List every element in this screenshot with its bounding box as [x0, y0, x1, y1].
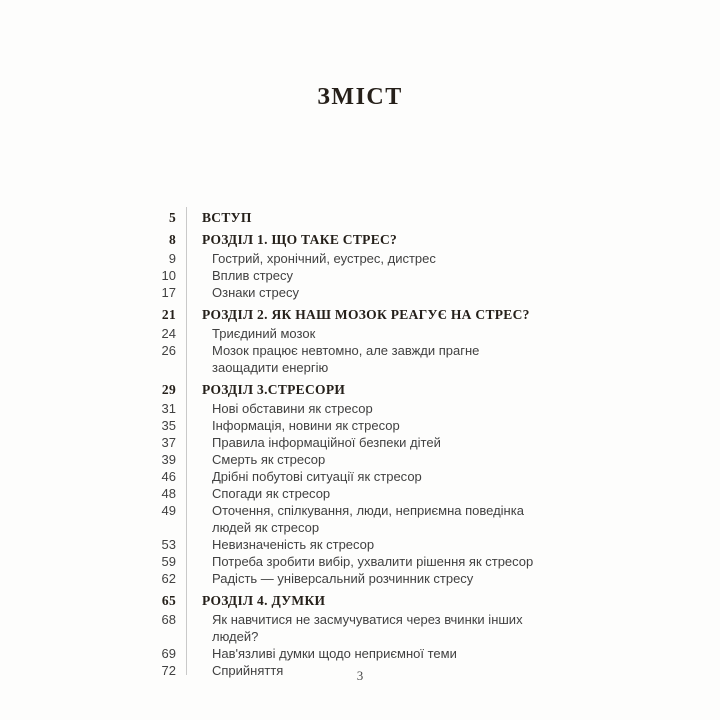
toc-entry-title: [202, 536, 374, 553]
toc-entry-page-number: 59: [161, 554, 176, 569]
toc-entry-page-number: 62: [161, 571, 176, 586]
toc-entry-title: [202, 502, 524, 536]
toc-entry-page-number: 17: [161, 285, 176, 300]
toc-entry-title-line: Мозок працює невтомно, але завжди прагне: [212, 343, 480, 358]
toc-entry-page-number: 69: [161, 646, 176, 661]
toc-entry-page-number: 9: [168, 251, 176, 266]
toc-entry-page-number: 21: [161, 307, 176, 322]
toc-entry: [136, 306, 566, 323]
toc-entry-title-line: Як навчитися не засмучуватися через вчинки інших: [212, 612, 523, 627]
toc-entry-page-number: 5: [168, 210, 176, 225]
toc-entry-title: [202, 325, 315, 342]
toc-entry-title-line: заощадити енергію: [212, 360, 329, 375]
toc-entry-title: [202, 400, 373, 417]
toc-entry-title-line: ВСТУП: [202, 210, 252, 225]
toc-entry-page-number: 65: [161, 593, 176, 608]
toc-entry: [136, 267, 566, 284]
toc-entry-title-line: Інформація, новини як стресор: [212, 418, 400, 433]
toc-entry: [136, 553, 566, 570]
toc-entry-title: [202, 611, 523, 645]
toc-entry: [136, 342, 566, 376]
toc-entry-title-line: Правила інформаційної безпеки дітей: [212, 435, 441, 450]
toc-entry: [136, 325, 566, 342]
toc-entry: [136, 536, 566, 553]
page-number: 3: [356, 668, 364, 683]
toc-entry-title: [202, 451, 325, 468]
toc-entry-title-line: Радість — універсальний розчинник стресу: [212, 571, 474, 586]
toc-entry-title-line: РОЗДІЛ 1. ЩО ТАКЕ СТРЕС?: [202, 232, 398, 247]
toc-entry-page-number: 68: [161, 612, 176, 627]
toc-entry-title-line: Потреба зробити вибір, ухвалити рішення як стресор: [212, 554, 534, 569]
page-title: ЗМІСТ: [317, 84, 403, 110]
toc-entry-page-number: 35: [161, 418, 176, 433]
toc-entry-title-line: Оточення, спілкування, люди, неприємна поведінка: [212, 503, 524, 518]
toc-entry-title: [202, 231, 397, 248]
toc-entry-title-line: РОЗДІЛ 2. ЯК НАШ МОЗОК РЕАГУЄ НА СТРЕС?: [202, 307, 530, 322]
toc-entry-page-number: 8: [168, 232, 176, 247]
toc-entry-title: [202, 417, 400, 434]
table-of-contents: [136, 204, 566, 679]
toc-entry-page-number: 53: [161, 537, 176, 552]
toc-entry: [136, 468, 566, 485]
toc-entry-title-line: людей?: [212, 629, 259, 644]
toc-entry-title-line: Дрібні побутові ситуації як стресор: [212, 469, 422, 484]
toc-entry: [136, 485, 566, 502]
toc-entry-title-line: РОЗДІЛ 4. ДУМКИ: [202, 593, 326, 608]
toc-entry: [136, 502, 566, 536]
toc-entry-title: [202, 250, 436, 267]
toc-entry: [136, 284, 566, 301]
toc-entry-title: [202, 645, 457, 662]
toc-entry-page-number: 72: [161, 663, 176, 678]
toc-entry-title: [202, 342, 479, 376]
toc-entry: [136, 400, 566, 417]
toc-entry-title-line: Спогади як стресор: [212, 486, 331, 501]
toc-entry: [136, 570, 566, 587]
toc-entry: [136, 250, 566, 267]
toc-entry-title-line: Ознаки стресу: [212, 285, 299, 300]
toc-entry-title-line: Нав'язливі думки щодо неприємної теми: [212, 646, 457, 661]
toc-entry-page-number: 26: [161, 343, 176, 358]
toc-entry-title: [202, 592, 325, 609]
toc-entry-title: [202, 267, 293, 284]
toc-entry-title: [202, 381, 345, 398]
toc-entry-title: [202, 209, 252, 226]
toc-entry: [136, 611, 566, 645]
toc-entry-title: [202, 468, 422, 485]
toc-entry-title: [202, 570, 473, 587]
toc-entry: [136, 209, 566, 226]
toc-entry-title-line: Невизначеність як стресор: [212, 537, 375, 552]
toc-entry-page-number: 10: [161, 268, 176, 283]
toc-entry: [136, 381, 566, 398]
toc-entry-title-line: Триєдиний мозок: [212, 326, 316, 341]
toc-entry-title-line: Нові обставини як стресор: [212, 401, 373, 416]
toc-entry-title: [202, 306, 530, 323]
toc-entry: [136, 231, 566, 248]
toc-entry: [136, 592, 566, 609]
toc-entry-page-number: 37: [161, 435, 176, 450]
toc-entry: [136, 645, 566, 662]
toc-entry: [136, 451, 566, 468]
toc-entry: [136, 417, 566, 434]
toc-entry: [136, 434, 566, 451]
toc-entry-page-number: 46: [161, 469, 176, 484]
toc-entry-title-line: Гострий, хронічний, еустрес, дистрес: [212, 251, 436, 266]
toc-entry-title: [202, 553, 533, 570]
toc-entry-title-line: Смерть як стресор: [212, 452, 326, 467]
toc-entry-title-line: Вплив стресу: [212, 268, 293, 283]
toc-entry-page-number: 48: [161, 486, 176, 501]
toc-entry-title: [202, 485, 330, 502]
toc-entry-title-line: людей як стресор: [212, 520, 320, 535]
toc-entry-title-line: Сприйняття: [212, 663, 284, 678]
toc-entry-page-number: 29: [161, 382, 176, 397]
toc-rows: [136, 209, 566, 679]
toc-entry-page-number: 39: [161, 452, 176, 467]
toc-entry-page-number: 49: [161, 503, 176, 518]
toc-entry-page-number: 31: [161, 401, 176, 416]
toc-entry-page-number: 24: [161, 326, 176, 341]
column-divider: [186, 207, 187, 675]
toc-entry-title: [202, 434, 441, 451]
toc-entry-title: [202, 284, 299, 301]
toc-entry-title-line: РОЗДІЛ 3.СТРЕСОРИ: [202, 382, 346, 397]
